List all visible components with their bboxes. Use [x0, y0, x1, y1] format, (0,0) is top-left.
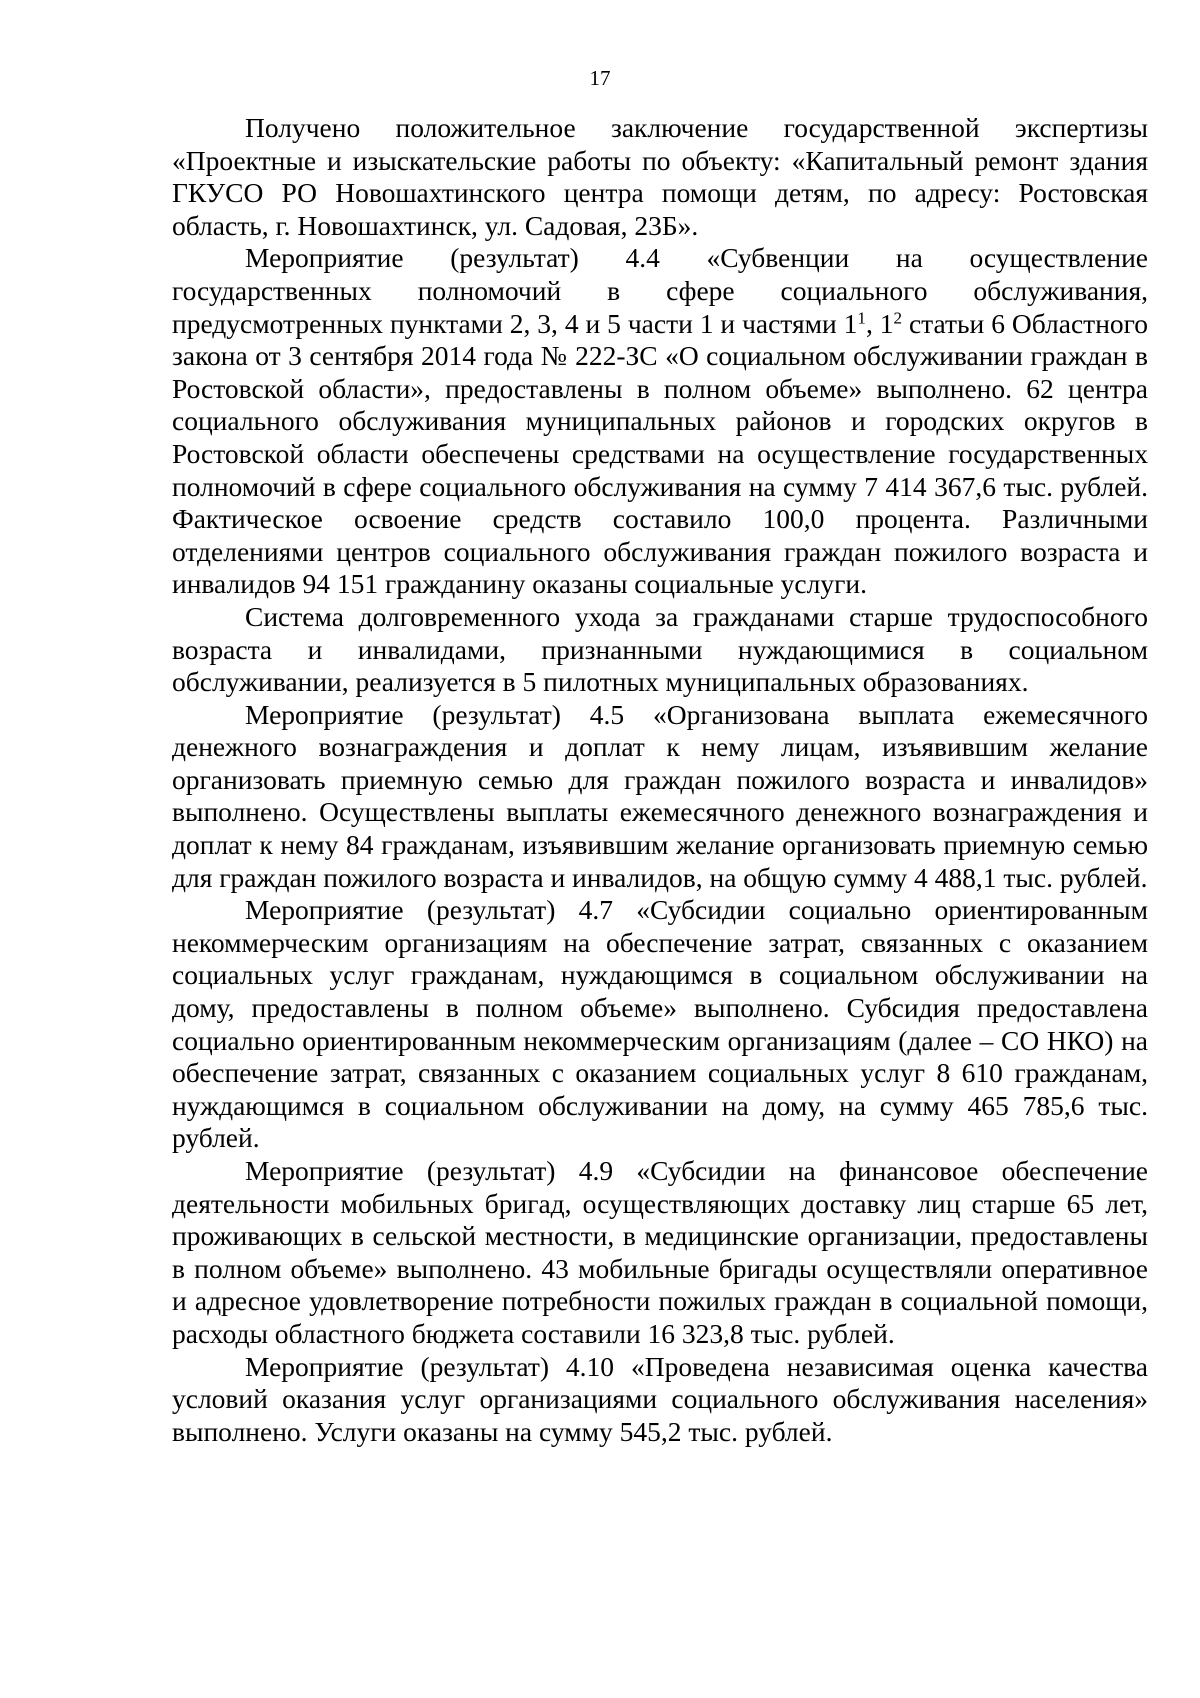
superscript-1: 1 [857, 308, 866, 328]
paragraph-measure-4-7: Мероприятие (результат) 4.7 «Субсидии социально ориентированным некоммерческим организациям на обеспечение затрат, связанных с оказанием социальных услуг гражданам, нуждающимся в социальном обслуживании на дому, предоставлены в полном объеме» выполнено. Субсидия предоставлена социально ориентированным некоммерческим организациям (далее – СО НКО) на обеспечение затрат, связанных с оказанием социальных услуг 8 610 гражданам, нуждающимся в социальном обслуживании на дому, на сумму 465 785,6 тыс. рублей. [172, 894, 1148, 1154]
paragraph-measure-4-4 [172, 242, 1148, 601]
paragraph-text-start: Мероприятие (результат) 4.4 «Субвенции на осуществление государственных полномочий в сфере социального обслуживания, предусмотренных пунктами 2, 3, 4 и 5 части 1 и частями 1 [172, 242, 1148, 339]
paragraph-long-term-care: Система долговременного ухода за гражданами старше трудоспособного возраста и инвалидами, признанными нуждающимися в социальном обслуживании, реализуется в 5 пилотных муниципальных образованиях. [172, 600, 1148, 698]
document-body [172, 112, 1148, 1448]
paragraph-state-expertise: Получено положительное заключение государственной экспертизы «Проектные и изыскательские работы по объекту: «Капитальный ремонт здания ГКУСО РО Новошахтинского центра помощи детям, по адресу: Ростовская область, г. Новошахтинск, ул. Садовая, 23Б». [172, 112, 1148, 241]
paragraph-text-end: статьи 6 Областного закона от 3 сентября 2014 года № 222-ЗС «О социальном обслуживании граждан в Ростовской области», предоставлены в полном объеме» выполнено. 62 центра социального обслуживания муниципальных районов и городских округов в Ростовской области обеспечены средствами на осуществление государственных полномочий в сфере социального обслуживания на сумму 7 414 367,6 тыс. рублей. Фактическое освоение средств составило 100,0 процента. Различными отделениями центров социального обслуживания граждан пожилого возраста и инвалидов 94 151 гражданину оказаны социальные услуги. [172, 307, 1149, 600]
paragraph-text-middle: , 1 [865, 307, 894, 339]
paragraph-measure-4-9: Мероприятие (результат) 4.9 «Субсидии на финансовое обеспечение деятельности мобильных бригад, осуществляющих доставку лиц старше 65 лет, проживающих в сельской местности, в медицинские организации, предоставлены в полном объеме» выполнено. 43 мобильные бригады осуществляли оперативное и адресное удовлетворение потребности пожилых граждан в социальной помощи, расходы областного бюджета составили 16 323,8 тыс. рублей. [172, 1155, 1148, 1349]
paragraph-measure-4-5: Мероприятие (результат) 4.5 «Организована выплата ежемесячного денежного вознаграждения и доплат к нему лицам, изъявившим желание организовать приемную семью для граждан пожилого возраста и инвалидов» выполнено. Осуществлены выплаты ежемесячного денежного вознаграждения и доплат к нему 84 гражданам, изъявившим желание организовать приемную семью для граждан пожилого возраста и инвалидов, на общую сумму 4 488,1 тыс. рублей. [172, 698, 1148, 893]
superscript-2: 2 [893, 308, 903, 328]
page-number: 17 [589, 66, 611, 90]
paragraph-measure-4-10: Мероприятие (результат) 4.10 «Проведена независимая оценка качества условий оказания услуг организациями социального обслуживания населения» выполнено. Услуги оказаны на сумму 545,2 тыс. рублей. [172, 1350, 1148, 1447]
